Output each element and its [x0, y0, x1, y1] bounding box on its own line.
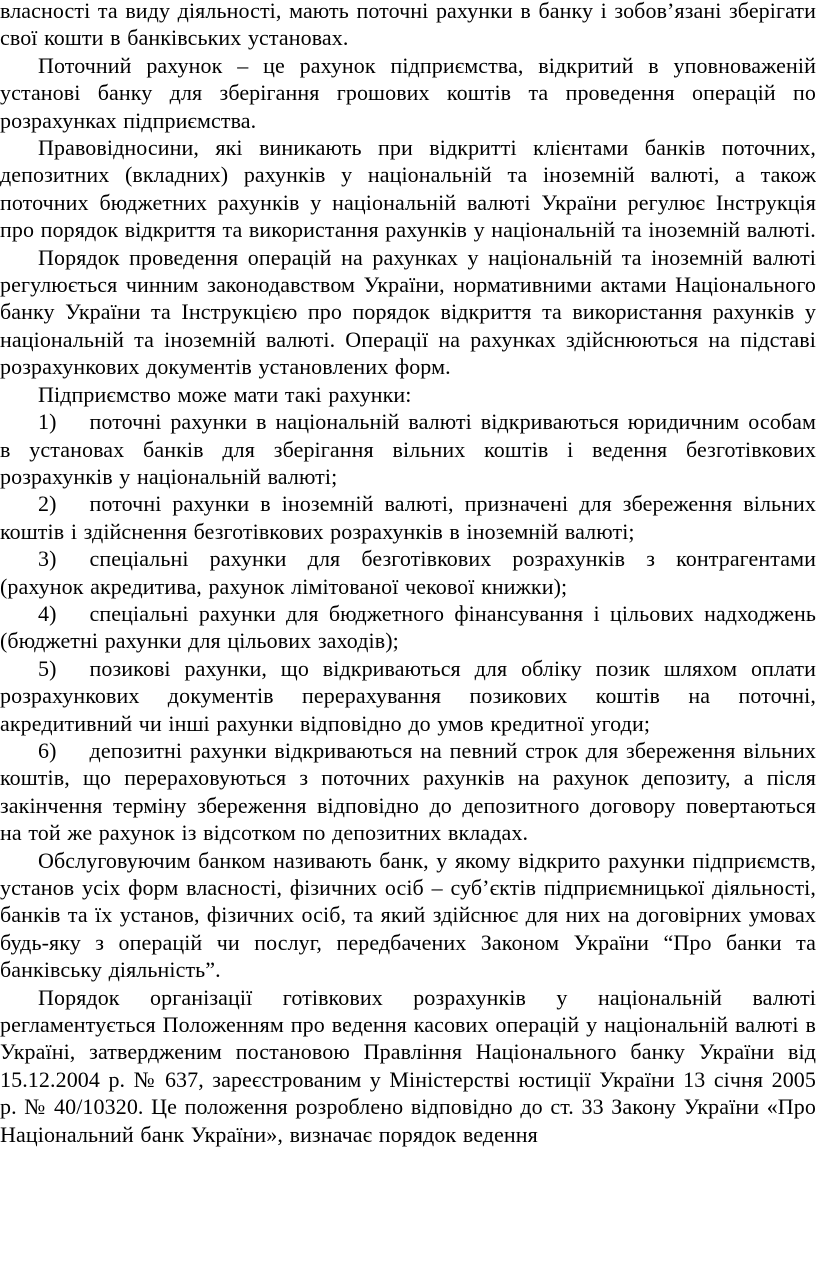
list-item	[0, 490, 816, 545]
list-item-text: депозитні рахунки відкриваються на певний строк для збереження вільних коштів, що перераховуються з поточних рахунків на рахунок депозиту, а після закінчення терміну збереження відповідно до депозитного договору повертаються на той же рахунок із відсотком по депозитних вкладах.	[0, 737, 816, 846]
list-item	[0, 408, 816, 490]
list-item-number: 6)	[38, 737, 57, 763]
list-item-text: позикові рахунки, що відкриваються для обліку позик шляхом оплати розрахункових документів перерахування позикових коштів на поточні, акредитивний чи інші рахунки відповідно до умов кредитної угоди;	[0, 655, 816, 736]
list-item-number: 3)	[38, 546, 57, 572]
list-item	[0, 655, 816, 737]
list-item	[0, 737, 816, 847]
paragraph: Правовідносини, які виникають при відкритті клієнтами банків поточних, депозитних (вкладних) рахунків у національній та іноземній валюті, а також поточних бюджетних рахунків у національній валюті України регулює Інструкція про порядок відкриття та використання рахунків у національній та іноземній валюті.	[0, 135, 816, 243]
list-item-text: спеціальні рахунки для бюджетного фінансування і цільових надходжень (бюджетні рахунки для цільових заходів);	[0, 600, 816, 654]
list-item-text: поточні рахунки в національній валюті відкриваються юридичним особам в установах банків для зберігання вільних коштів і ведення безготівкових розрахунків у національній валюті;	[0, 409, 816, 489]
list-item	[0, 545, 816, 600]
list-item-number: 2)	[38, 491, 57, 517]
paragraph: Підприємство може мати такі рахунки:	[38, 381, 412, 407]
list-item-number: 4)	[38, 600, 57, 626]
paragraph: власності та виду діяльності, мають поточні рахунки в банку і зобов’язані зберігати свої кошти в банківських установах.	[0, 0, 816, 51]
paragraph: Обслуговуючим банком називають банк, у якому відкрито рахунки підприємств, установ усіх форм власності, фізичних осіб – суб’єктів підприємницької діяльності, банків та їх установ, фізичних осіб, та який здійснює для них на договірних умовах будь-яку з операцій чи послуг, передбачених Законом України “Про банки та банківську діяльність”.	[0, 847, 816, 983]
list-item-text: спеціальні рахунки для безготівкових розрахунків з контрагентами (рахунок акредитива, рахунок лімітованої чекової книжки);	[0, 546, 816, 599]
list-item-number: 1)	[38, 409, 57, 435]
list-item-text: поточні рахунки в іноземній валюті, призначені для збереження вільних коштів і здійснення безготівкових розрахунків в іноземній валюті;	[0, 491, 816, 544]
paragraph: Порядок проведення операцій на рахунках у національній та іноземній валюті регулюється чинним законодавством України, нормативними актами Національного банку України та Інструкцією про порядок відкриття та використання рахунків у національній та іноземній валюті. Операції на рахунках здійснюються на підставі розрахункових документів установлених форм.	[0, 244, 816, 380]
paragraph: Поточний рахунок – це рахунок підприємства, відкритий в уповноваженій установі банку для зберігання грошових коштів та проведення операцій по розрахунках підприємства.	[0, 52, 816, 133]
list-item-number: 5)	[38, 655, 57, 681]
paragraph: Порядок організації готівкових розрахунків у національній валюті регламентується Положенням про ведення касових операцій у національній валюті в Україні, затвердженим постановою Правління Національного банку України від 15.12.2004 р. № 637, зареєстрованим у Міністерстві юстиції України 13 січня 2005 р. № 40/10320. Це положення розроблено відповідно до ст. 33 Закону України «Про Національний банк України», визначає порядок ведення	[0, 984, 816, 1147]
list-item	[0, 600, 816, 655]
